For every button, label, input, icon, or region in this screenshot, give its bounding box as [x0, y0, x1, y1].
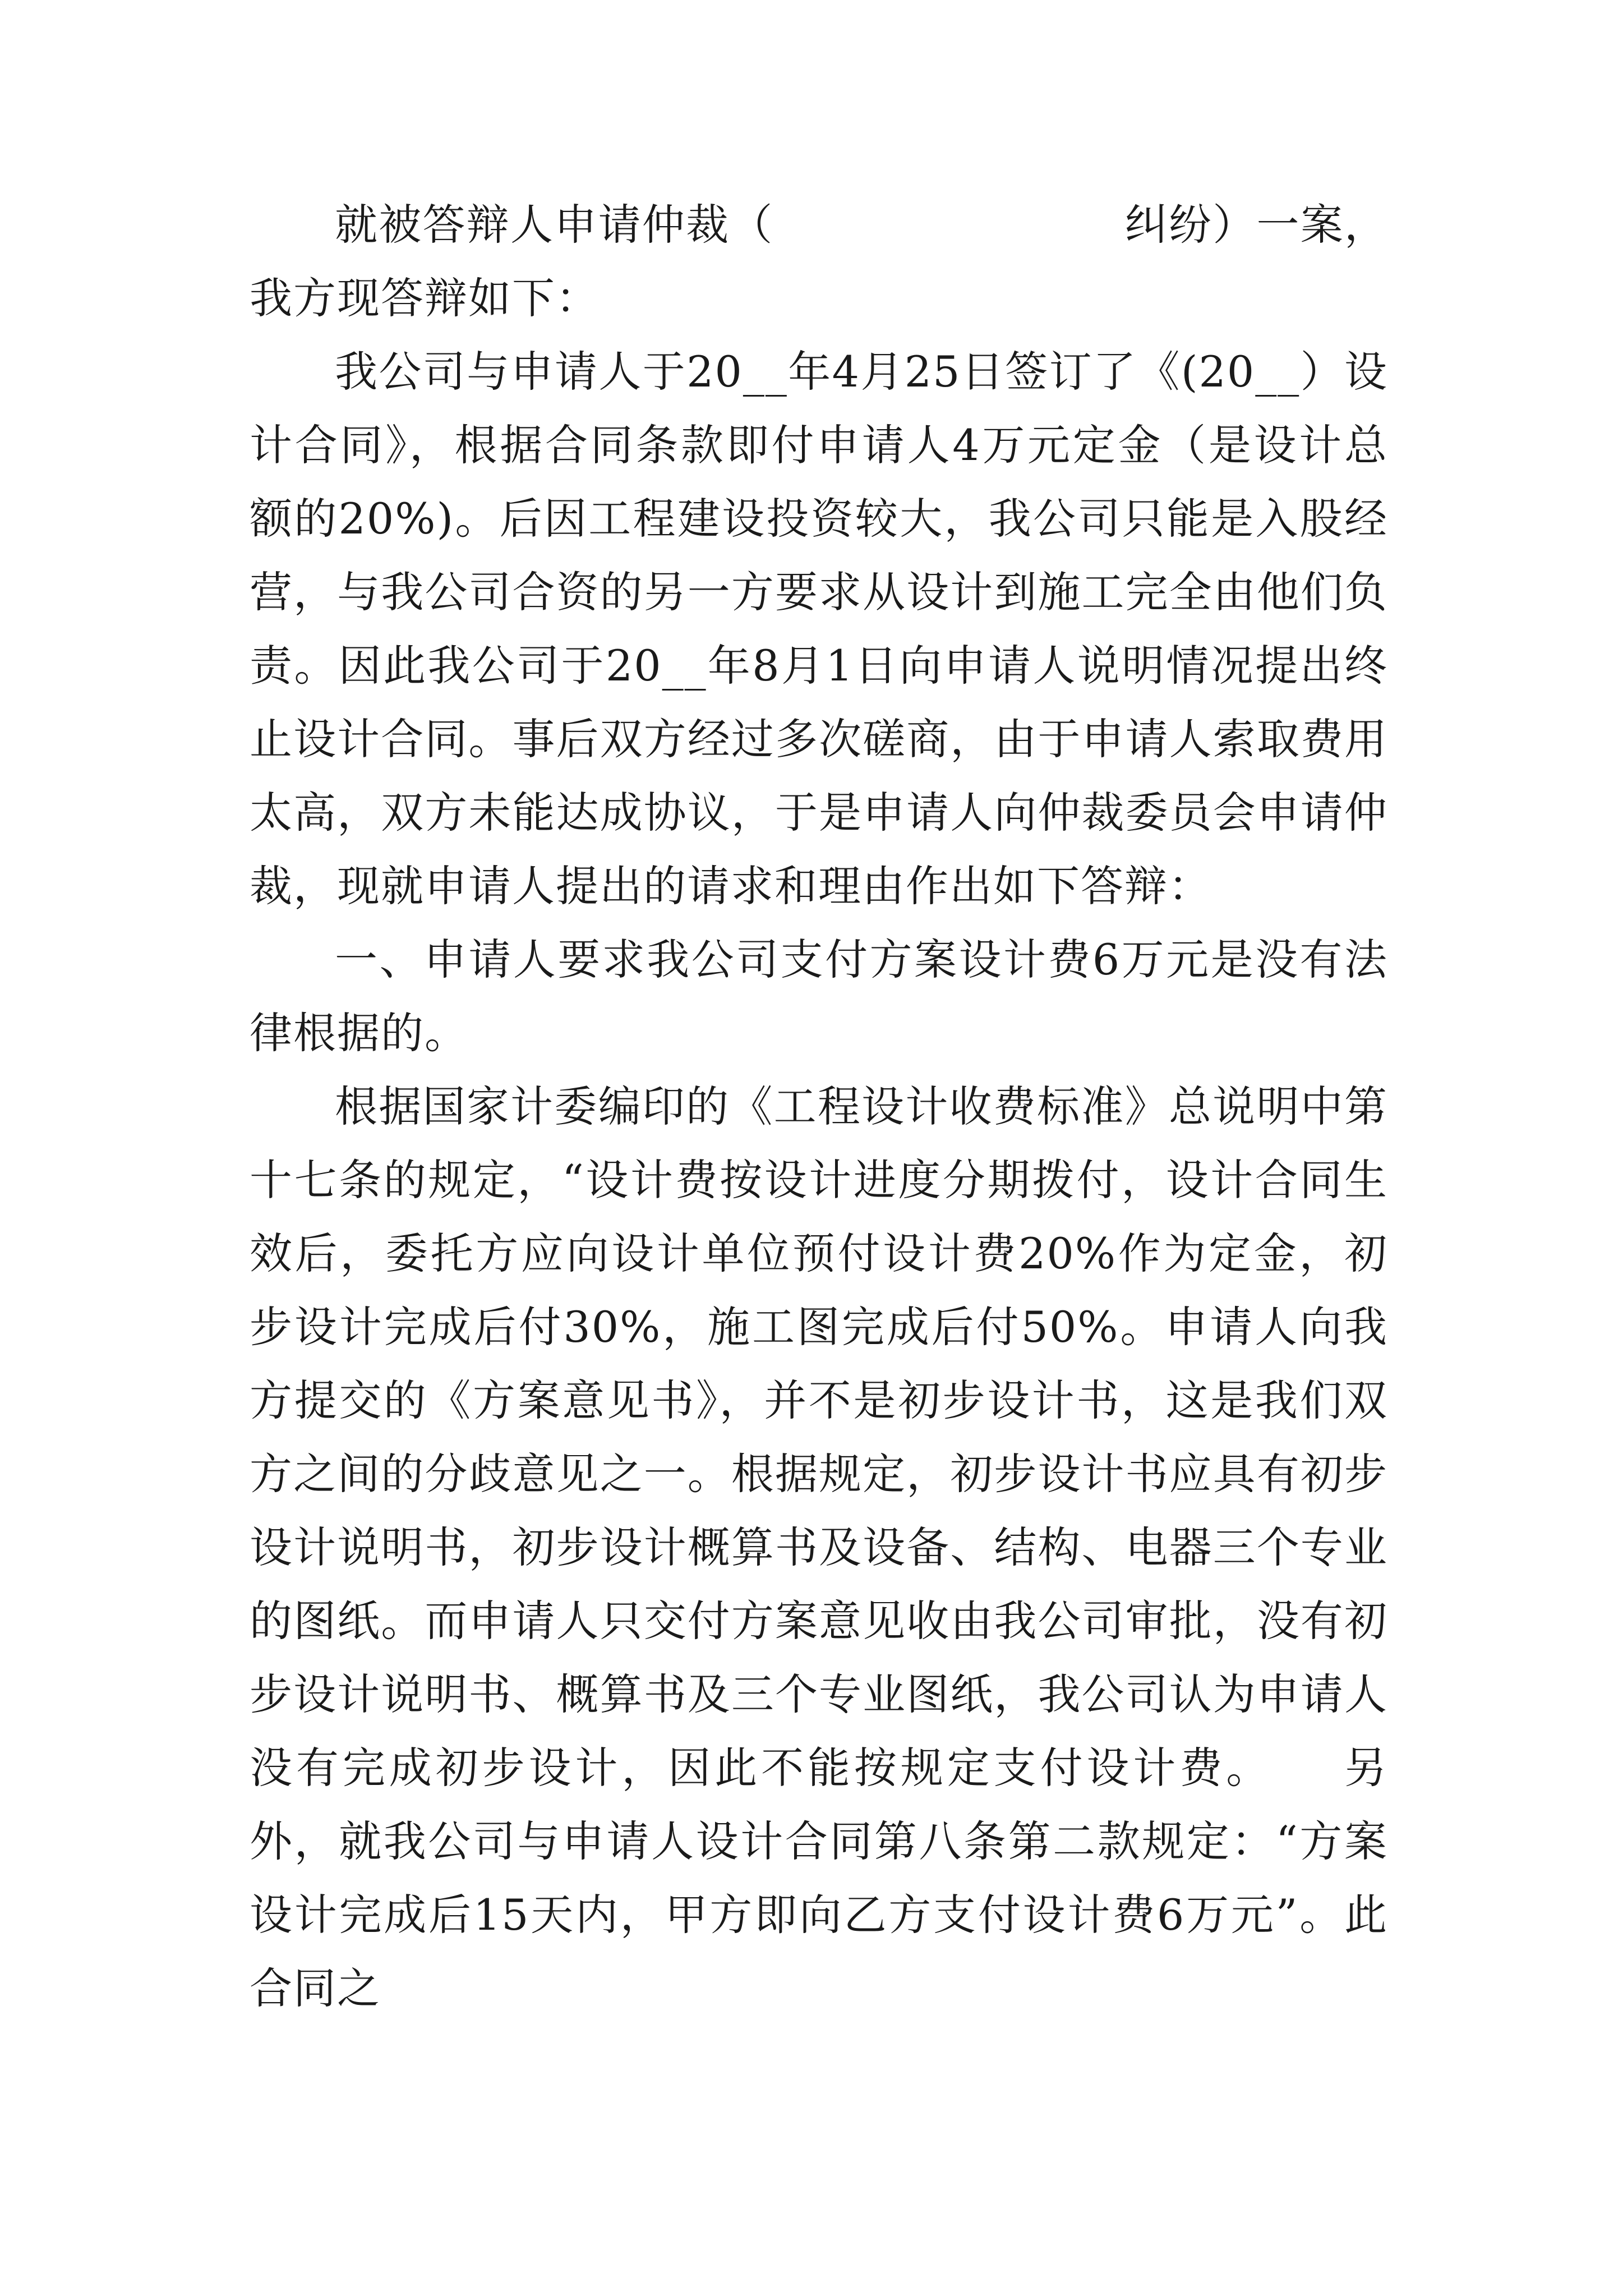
paragraph-intro: 就被答辩人申请仲裁（ 纠纷）一案，我方现答辩如下： — [250, 200, 1388, 323]
paragraph-point-one-heading: 一、申请人要求我公司支付方案设计费6万元是没有法律根据的。 — [250, 935, 1388, 1058]
paragraph-point-one-body: 根据国家计委编印的《工程设计收费标准》总说明中第十七条的规定，“设计费按设计进度分期拨付，设计合同生效后，委托方应向设计单位预付设计费20%作为定金，初步设计完成后付30%，施工图完成后付50%。申请人向我方提交的《方案意见书》，并不是初步设计书，这是我们双方之间的分歧意见之一。根据规定，初步设计书应具有初步设计说明书，初步设计概算书及设备、结构、电器三个专业的图纸。而申请人只交付方案意见收由我公司审批，没有初步设计说明书、概算书及三个专业图纸，我公司认为申请人没有完成初步设计，因此不能按规定支付设计费。 另外，就我公司与申请人设计合同第八条第二款规定：“方案设计完成后15天内，甲方即向乙方支付设计费6万元”。此合同之 — [250, 1082, 1388, 2013]
document-body — [250, 188, 1388, 2025]
paragraph-background: 我公司与申请人于20__年4月25日签订了《(20__）设计合同》，根据合同条款即付申请人4万元定金（是设计总额的20%)。后因工程建设投资较大，我公司只能是入股经营，与我公司合资的另一方要求从设计到施工完全由他们负责。因此我公司于20__年8月1日向申请人说明情况提出终止设计合同。事后双方经过多次磋商，由于申请人索取费用太高，双方未能达成协议，于是申请人向仲裁委员会申请仲裁，现就申请人提出的请求和理由作出如下答辩： — [250, 347, 1388, 911]
